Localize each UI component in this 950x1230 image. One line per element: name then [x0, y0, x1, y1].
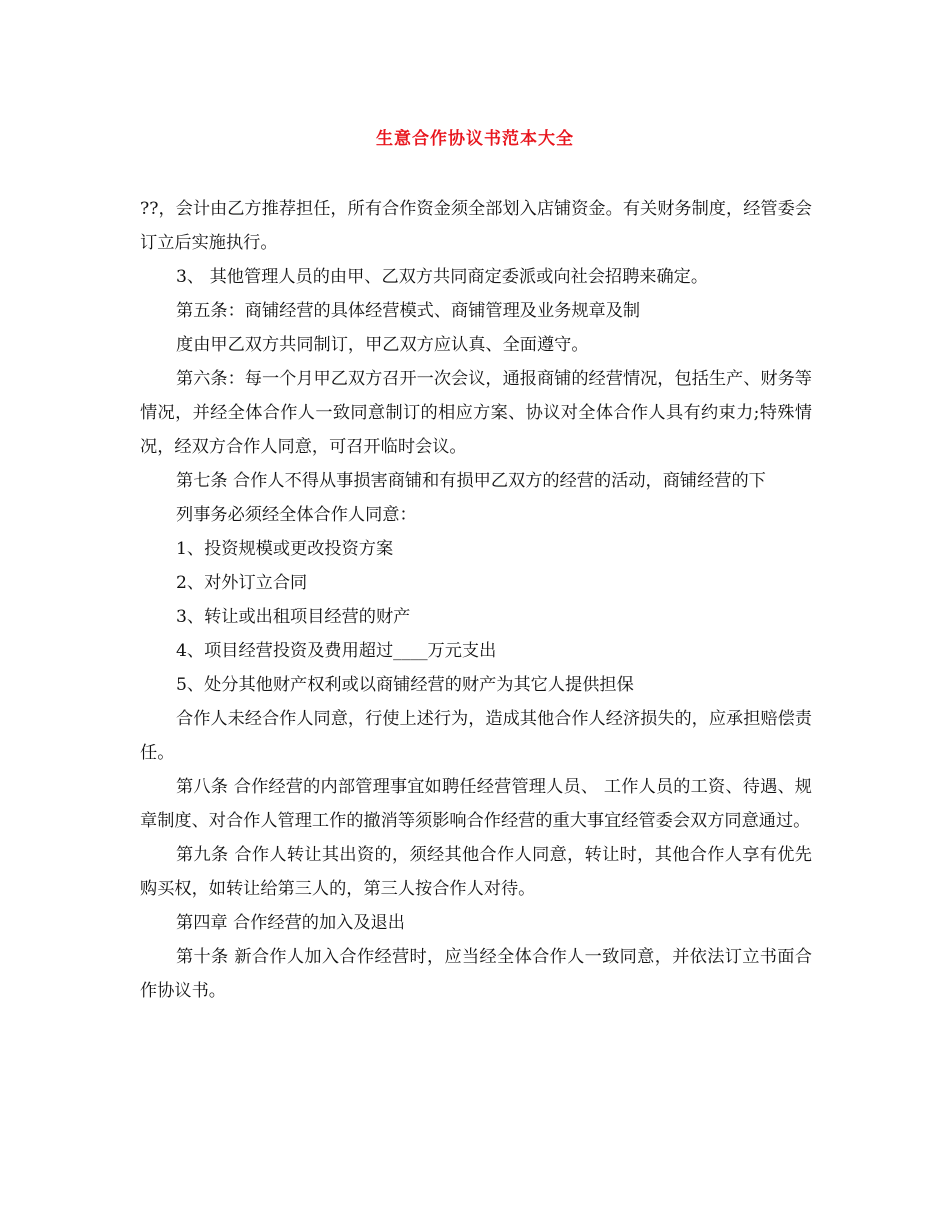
paragraph: 第十条 新合作人加入合作经营时，应当经全体合作人一致同意，并依法订立书面合作协议书。 — [140, 947, 812, 1001]
paragraph: ??，会计由乙方推荐担任，所有合作资金须全部划入店铺资金。有关财务制度，经管委会订立后实施执行。 — [140, 199, 812, 253]
paragraph: 第八条 合作经营的内部管理事宜如聘任经营管理人员、 工作人员的工资、待遇、规章制度、对合作人管理工作的撤消等须影响合作经营的重大事宜经管委会双方同意通过。 — [140, 777, 812, 831]
paragraph: 列事务必须经全体合作人同意： — [176, 505, 417, 525]
paragraph: 第六条：每一个月甲乙双方召开一次会议，通报商铺的经营情况，包括生产、财务等情况，并经全体合作人一致同意制订的相应方案、协议对全体合作人具有约束力;特殊情况，经双方合作人同意，可召开临时会议。 — [140, 369, 812, 457]
list-item: 2、对外订立合同 — [176, 573, 308, 593]
paragraph: 度由甲乙双方共同制订，甲乙双方应认真、全面遵守。 — [176, 335, 589, 355]
list-item: 3、转让或出租项目经营的财产 — [176, 607, 411, 627]
document-body — [140, 192, 812, 1008]
list-item: 5、处分其他财产权利或以商铺经营的财产为其它人提供担保 — [176, 675, 634, 695]
chapter-heading: 第四章 合作经营的加入及退出 — [176, 913, 405, 933]
list-item: 1、投资规模或更改投资方案 — [176, 539, 394, 559]
document-title: 生意合作协议书范本大全 — [376, 129, 574, 149]
paragraph: 第五条：商铺经营的具体经营模式、商铺管理及业务规章及制 — [176, 301, 641, 321]
paragraph: 第九条 合作人转让其出资的，须经其他合作人同意，转让时，其他合作人享有优先购买权，如转让给第三人的，第三人按合作人对待。 — [140, 845, 812, 899]
paragraph: 3、 其他管理人员的由甲、乙双方共同商定委派或向社会招聘来确定。 — [176, 267, 709, 287]
paragraph: 合作人未经合作人同意，行使上述行为，造成其他合作人经济损失的，应承担赔偿责任。 — [140, 709, 812, 763]
list-item: 4、项目经营投资及费用超过____万元支出 — [176, 641, 497, 661]
paragraph: 第七条 合作人不得从事损害商铺和有损甲乙双方的经营的活动，商铺经营的下 — [176, 471, 766, 491]
